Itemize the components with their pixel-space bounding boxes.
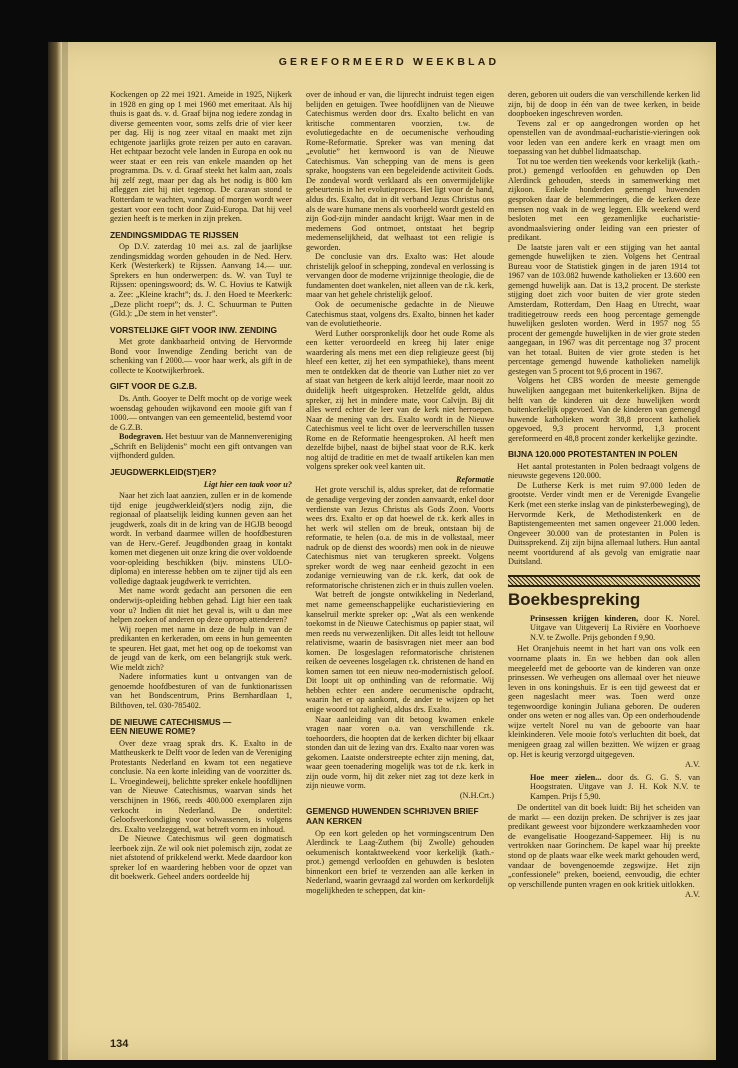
section-paragraph: Wij roepen met name in deze de hulp in van de predikanten en kerkeraden, om eens in hun gemeenten te speuren. Het gaat, met het oog op de toekomst van de jeugd van de kerk, om een belangrijk stuk werk. Wie meldt zich? [110, 624, 292, 672]
book-entry [508, 773, 700, 802]
page-fold-shadow [62, 42, 68, 1060]
column-3 [508, 90, 700, 1042]
review-signature: A.V. [685, 760, 700, 770]
section-paragraph: Ds. Anth. Gooyer te Delft mocht op de vorige week woensdag gehouden wijkavond een mooie gift van f 1000.— ontvangen van een gemeentelid, bestemd voor de G.Z.B. [110, 394, 292, 432]
section-heading: ZENDINGSMIDDAG TE RIJSSEN [110, 229, 239, 240]
section-paragraph: De conclusie van drs. Exalto was: Het aloude christelijk geloof in schepping, zondeval en verlossing is vervangen door de moderne vrijzinnige theologie, die de fundamenten doet wankelen, niet alleen van de r.k. kerk, maar van het gehele christelijk geloof. [306, 252, 494, 300]
section-paragraph: Over deze vraag sprak drs. K. Exalto in de Mattheuskerk te Delft voor de leden van de Vereniging Protestants Nederland en kwam tot een negatieve conclusie. Na een korte inleiding van de voorzitter ds. L. Vroegindeweij, belichtte spreker enkele hoofdlijnen van de Nieuwe Catechismus, waarvan sinds het verschijnen in 1966, reeds 400.000 exemplaren zijn verkocht in Nederland. De ondertitel: Geloofsverkondiging voor volwassenen, is volgens drs. Exalto veelzeggend, wat betreft vorm en inhoud. [110, 738, 292, 834]
lead-word: Bodegraven. [119, 432, 164, 442]
column-1 [110, 90, 292, 1042]
section-paragraph: Tevens zal er op aangedrongen worden op het openstellen van de avondmaal-eucharistie-vieringen ook voor leden van een andere kerk en vraagt men om toepassing van het dubbel lidmaatschap. [508, 118, 700, 157]
section-heading: BIJNA 120.000 PROTESTANTEN IN POLEN [508, 449, 678, 460]
section-paragraph: Wat betreft de jongste ontwikkeling in Nederland, met name gemeenschappelijke eucharistieviering en kanselruil merkte spreker op: „Wat als een wenkende toekomst in de Nieuwe Catechismus op papier staat, wil men reeds nu verwezenlijken. Dit alles leidt tot hellouw relativisme, waarin de basisvragen niet meer aan bod komen. De losgeslagen reformatorische christenen reiken de oeveenes losgelagen r.k. christenen de hand en komen samen tot een nieuw neo-modernistisch geloof. Dit loopt uit op onthinding van de reformatie. Wij hebben echter een andere oecumenische opdracht, waarin het er op aankomt, de ander te wijzen op het enige woord tot zaligheid, aldus drs. Exalto. [306, 590, 494, 714]
section-paragraph [110, 432, 292, 461]
section-heading: JEUGDWERKLEID(ST)ER? [110, 466, 217, 477]
column-2 [306, 90, 494, 1042]
book-meta: door K. Norel. Uitgave van Uitgeverij La Rivière en Voorhoeve N.V. te Zwolle. Prijs gebonden f 9,90. [530, 613, 700, 642]
heading-line-1: DE NIEUWE CATECHISMUS — [110, 716, 232, 727]
section-paragraph: Ook de oecumenische gedachte in de Nieuwe Catechismus staat, volgens drs. Exalto, binnen het kader van de evolutietheorie. [306, 300, 494, 329]
source-signature: (N.H.Crt.) [459, 790, 494, 800]
intro-paragraph: Kockengen op 22 mei 1921. Ameide in 1925, Nijkerk in 1928 en ging op 1 mei 1960 met emeritaat. Als hij thuis is gaat ds. v. d. Graaf bijna nog iedere zondag in diverse gemeenten voor, soms zelfs drie of vier keer per dag. Hij is nog zeer vitaal en maakt met zijn echtgenote jaarlijks grote reizen per auto en caravan. Het echtpaar bezocht vele landen in Europa en ook nu weer staat er een reis van enkele maanden op het programma. Ds. v. d. Graaf steekt het kalm aan, zoals hij zelf zegt, maar per dag als het nodig is 800 km afleggen ziet hij niet tegenop. De caravan stond te Rotterdam te wachten, vandaag of morgen wordt weer gestart voor een tocht door Zuid-Europa. Dat hij veel gezien heeft is te merken in zijn preken. [110, 90, 292, 224]
book-review-heading: Boekbespreking [508, 589, 641, 609]
book-title: Prinsessen krijgen kinderen, [530, 613, 639, 623]
section-paragraph: De Nieuwe Catechismus wil geen dogmatisch leerboek zijn. Ze wil ook niet polemisch zijn, zodat ze niet afstotend of prikkelend werkt. Mede daardoor kon spreker lof en waardering hebben voor de opzet van dit boekwerk. Geheel anders oordeelde hij [110, 834, 292, 882]
book-title: Hoe meer zielen... [530, 772, 602, 782]
section-heading: GEMENGD HUWENDEN SCHRIJVEN BRIEF AAN KERKEN [306, 806, 479, 827]
section-heading [110, 718, 292, 737]
hatched-divider [508, 575, 700, 587]
review-paragraph: De ondertitel van dit boek luidt: Bij het scheiden van de markt — een dozijn preken. De schrijver is zes jaar predikant geweest voor bijzondere werkzaamheden voor de evangelisatie Hoogezand-Sappemeer. Hij is nu vertrokken naar Gorinchem. De kapel waar hij preekte stond op de plaats waar elke week markt gehouden werd, vandaar de bovengenoemde zegswijze. Het zijn „confessionele” preken, boeiend, eenvoudig, die echter op verschillende punten vragen en ook kritiek uitlokken. [508, 803, 700, 889]
book-meta: door ds. G. G. S. van Hoogstraten. Uitgave van J. H. Kok N.V. te Kampen. Prijs f 5,90. [530, 772, 700, 801]
section-paragraph: over de inhoud er van, die lijnrecht indruist tegen eigen belijden en getuigen. Twee hoofdlijnen van de Nieuwe Catechismus werden door drs. Exalto belicht en van kritische commentaren voorzien, t.w. de evolutiegedachte en de oecumenische verhouding Rome-Reformatie. Spreker was van mening dat „evolutie” het kernwoord is van de Nieuwe Catechismus. Van schepping van de mens is geen sprake, hoogstens van een begeleidende activiteit Gods. De zondeval wordt verklaard als een onvermijdelijke gebeurtenis in het evolutieproces. Het ligt voor de hand, aldus drs. Exalto, dat in dit verband Jezus Christus ons als de ware humane mens als voorbeeld wordt gesteld en zijn God-zijn minder aandacht krijgt. Waar men in de medemens God ontmoet, ontstaat het begrip medemenselijkheid, dat welhaast tot een religie is geworden. [306, 90, 494, 252]
section-paragraph: Naar aanleiding van dit betoog kwamen enkele vragen naar voren o.a. van verschillende r.k. toehoorders, die hoopten dat de kerken dichter bij elkaar stonden dan uit de lezing van drs. Exalto naar voren was gekomen. Laatste onderstreepte echter zijn mening, dat, waar geen toenadering mogelijk was tot de r.k. kerk in zijn oude vorm, hij dit zeker niet zag tot deze kerk in zijn nieuwe vorm. [306, 714, 494, 791]
section-paragraph: Met name wordt gedacht aan personen die een onderwijs-opleiding hebben gehad. Ligt hier een taak voor u? Indien dit niet het geval is, wilt u dan mee helpen zoeken of anderen op deze oproep attenderen? [110, 586, 292, 625]
page-binding-edge [48, 42, 62, 1060]
section-paragraph: Op een kort geleden op het vormingscentrum Den Alerdinck te Laag-Zuthem (bij Zwolle) gehouden oekumenisch kontaktweekend voor kerkelijk (kath.-prot.) gemengd verloofden en gehuwden is besloten binnenkort een brief te verzenden aan alle kerken in Nederland, waarin gevraagd zal worden om kerkordelijk mogelijkheden te scheppen, dat kin- [306, 828, 494, 895]
review-signature: A.V. [685, 890, 700, 900]
section-heading: GIFT VOOR DE G.Z.B. [110, 381, 198, 392]
section-paragraph: De Lutherse Kerk is met ruim 97.000 leden de grootste. Verder vindt men er de Verenigde Evangelie Kerk (met een sterke inslag van de pinksterbeweging), de Hervormde Kerk, de Methodistenkerk en de Baptistengemeenten met samen ongeveer 21.000 leden. Ongeveer 30.000 van de protestanten in Polen is Duitssprekend. Zij zijn bijna allemaal luthers. Hun aantal neemt voortdurend af als gevolg van emigratie naar Duitsland. [508, 480, 700, 567]
section-paragraph: deren, geboren uit ouders die van verschillende kerken lid zijn, bij de doop in één van de twee kerken, in beide doopboeken ingeschreven worden. [508, 90, 700, 119]
section-heading: VORSTELIJKE GIFT VOOR INW. ZENDING [110, 324, 278, 335]
section-subheading: Ligt hier een taak voor u? [203, 480, 292, 490]
section-paragraph: Volgens het CBS worden de meeste gemengde huwelijken aangegaan met buitenkerkelijken. Bijna de helft van de kinderen uit deze huwelijken wordt buitenkerkelijk opgevoed. Van de kinderen van gemengd huwende katholieken wordt 38,8 procent katholiek opgevoed, 9,3 procent hervormd, 1,3 procent gereformeerd en 48,8 procent zonder kerkelijke gezindte. [508, 376, 700, 443]
review-paragraph: Het Oranjehuis neemt in het hart van ons volk een voorname plaats in. En we hebben dan ook allen meegeleefd met de geboorte van de kinderen van onze prinsessen. We verheugen ons allemaal over het nieuwe leven in ons koningshuis. Er is een tijd geweest dat er geen nageslacht meer was. Toen werd onze tegenwoordige koningin Juliana geboren. De ouderen onder ons weten er nog alles van. Op een onderhoudende wijze vertelt Norel nu van de geboorte van haar kleinkinderen. Vele mooie foto's verluchten dit boek, dat menigeen graag zal willen bezitten. We wijzen er graag op. Het is keurig verzorgd uitgegeven. [508, 644, 700, 759]
section-paragraph: Nadere informaties kunt u ontvangen van de genoemde hoofdbesturen of van de funktionarissen van het Bondscentrum, Prins Bernhardlaan 1, Bilthoven, tel. 030-785402. [110, 672, 292, 710]
section-paragraph: Werd Luther oorspronkelijk door het oude Rome als een ketter veroordeeld en kreeg hij later enige waardering als mens met een diep religieuze geest (bij hleef een ketter, zij het een sympathieke), thans meent men te ontdekken dat de theorie van Luther niet zo ver af staat van hetgeen de kerk altijd leerde, maar nooit zo duidelijk heeft uitgesproken. Hetzelfde geldt, aldus spreker, zij het in mindere mate, voor Calvijn. Bij dit alles werd echter de leer van de kerk niet herroepen. Naar de mening van drs. Exalto wordt in de Nieuwe Catechismus veel te licht over de leerverschillen tussen Rome en de Reformatie heengesproken. Al heeft men dezelfde bijbel, naast de bijbel staat voor de R.K. kerk nog altijd de traditie en met de twaalf artikelen kan men volgens spreker ook veel kanten uit. [306, 328, 494, 472]
book-entry [508, 614, 700, 643]
section-paragraph: Tot nu toe werden tien weekends voor kerkelijk (kath.-prot.) gemengd verloofden en gehuwden op Den Alerdinck gehouden, steeds in samenwerking met zijkoon. Enkele honderden gemengd huwenden gesproken daar de belemmeringen, die de kerken deze mensen nog vaak in de weg leggen. Elk weekend werd besloten met een gezamenlijke eucharistie-avondmaalsviering onder leiding van een priester of predikant. [508, 156, 700, 243]
section-paragraph: Met grote dankbaarheid ontving de Hervormde Bond voor Inwendige Zending bericht van de schenking van f 2000.— voor haar werk, als gift in de collecte te Kootwijkerbroek. [110, 337, 292, 375]
page-number: 134 [110, 1038, 129, 1050]
section-paragraph: Het grote verschil is, aldus spreker, dat de reformatie de genadige vergeving der zonden aanvaardt, enkel door verdienste van Jezus Christus als Gods Zoon. Voorts wees drs. Exalto er op dat hoewel de r.k. kerk alles in het werk wil stellen om de breuk, ontstaan bij de reformatie, te helen (o.a. de mis in de volkstaal, meer nadruk op de dienst des woords) men ook in de nieuwe Catechismus niet van terugkeren spreekt. Volgens spreker wordt de weg naar eenheid gezocht in een zodanige vernieuwing van de r.k. kerk, dat ook de reformatorische christenen zich er in thuis zullen voelen. [306, 485, 494, 590]
newspaper-page [48, 42, 716, 1060]
lead-text: Het bestuur van de Mannenvereniging „Schrift en Belijdenis” mocht een gift ontvangen van vijfhonderd gulden. [110, 432, 292, 461]
section-paragraph: Op D.V. zaterdag 10 mei a.s. zal de jaarlijkse zendingsmiddag worden gehouden in de Ned. Herv. Kerk (Westerkerk) te Rijssen. Aanvang 14.— uur. Sprekers en hun onderwerpen: ds. W. van Tuyl te Rijssen: openingswoord; ds. W. C. Hovius te Katwijk a. Zee: „Kleine kracht”; ds. J. den Hoed te Meerkerk: „Deze plicht roept”; ds. J. C. Schuurman te Putten (Gld.): „De stem in het venster”. [110, 242, 292, 319]
section-paragraph: Naar het zich laat aanzien, zullen er in de komende tijd enige jeugdwerkleid(st)ers nodig zijn, die regionaal of plaatselijk leiding kunnen geven aan het jeugdwerk, zoals dit in de kring van de HGJB beoogd wordt. In verband daarmee willen de hoofdbesturen van de Herv.-Geref. Jeugdbonden graag in kontakt komen met diegenen uit onze kring die over voldoende voor-opleiding beschikken (bijv. minstens ULO-diploma) en interesse hebben om te zijner tijd als een volledige dagtaak jeugdwerk te verrichten. [110, 490, 292, 586]
section-paragraph: Het aantal protestanten in Polen bedraagt volgens de nieuwste gegevens 120.000. [508, 461, 700, 481]
section-subheading: Reformatie [455, 474, 494, 484]
page-header: GEREFORMEERD WEEKBLAD [278, 56, 500, 68]
heading-line-2: EEN NIEUWE ROME? [110, 726, 196, 737]
section-paragraph: De laatste jaren valt er een stijging van het aantal gemengde huwelijken te zien. Volgens het Centraal Bureau voor de Statistiek gingen in de jaren 1914 tot 1967 van de 103.082 huwende katholieken er 13.600 een gemengd huwelijk aan. Dat is 13,2 procent. De sterkste stijging doet zich voor buiten de vier grote steden Amsterdam, Rotterdam, Den Haag en Utrecht, waar traditiegetrouw reeds een hoog percentage gemengde huwelijken gesloten worden. Werd in 1957 nog 55 procent der gemengde huwelijken in de vier grote steden aangegaan, in 1967 was dit percentage nog 37 procent van het totaal. Buiten de vier grote steden is het percentage gemengd huwende katholieken namelijk gestegen van 5 procent tot 9,6 procent in 1967. [508, 242, 700, 376]
